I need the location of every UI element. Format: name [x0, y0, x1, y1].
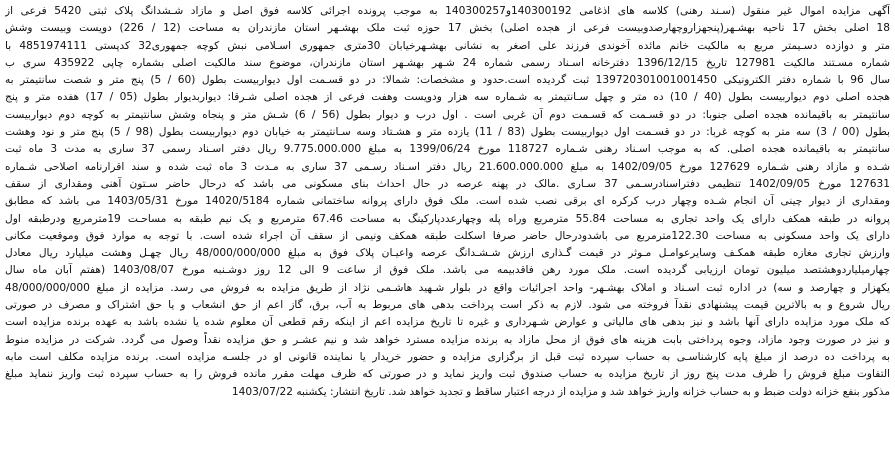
- notice-line-14: دارای یک واحد مسکونی به مساحت 122.30مترمربع می باشدودرحال حاضر صرفا اسکلت طبقه همکف ونیمی از سقف آن اجراء شده است. با توجه به موارد فوق وموقعیت مکانی: [5, 229, 890, 242]
- notice-line-18: ریال شروع و به بالاترین قیمت پیشنهادی نقدآ فروخته می شود. لازم به ذکر است پرداخت بدهی های مربوط به آب، برق، گاز اعم از حق انشعاب و یا حق اشتراک و مصرف در صورتی: [5, 299, 890, 312]
- notice-line-21: به پرداخت ده درصد از مبلغ پایه کارشناسـی به حساب سپرده ثبت قبل از برگزاری مزایده و حضور خریدار یا نماینده قانونی او در جلسـه مزایده است. برنده مزایده مکلف است مابه: [5, 350, 890, 363]
- notice-line-17: یکهزار و چهارصد و سه) در اداره ثبت اسـناد و املاک بهشـهر- واحد اجرائیات واقع در بلوار شـهید هاشـمی نژاد از طریق مزایده به فروش می رسد. مزایده از مبلغ 48/000/000/000: [5, 281, 890, 294]
- notice-line-20: و نیز در صورت وجود مازاد، وجوه پرداختی بابت هزینه های فوق از محل مازاد به برنده مزایده مسترد خواهد شد و نیم عشـر و حق مزایده نقداً وصول می گردد. شرکت در مزایده منوط: [5, 333, 890, 346]
- notice-line-4: شماره مسـتند مالکیت 127981 تاریخ 1396/12/15 دفترخانه اسـناد رسمی شماره 24 شـهر بهشـهر استان مازندران، موضوع سند مالکیت اصلی بشماره چاپی 435922 سری ب: [5, 56, 890, 69]
- notice-line-12: ومقداری از دیوار چینی آن انجام شـده وچهار درب کرکره ای برقی نصب شده است. ملک فوق دارای پروانه ساختمانی شماره 14020/5184 مورخ 1403/05/31 می باشد که مطابق: [5, 195, 890, 208]
- notice-line-2: 18 اصلی بخش 17 ناحیه بهشـهر(پنجهزاروچهارصدوبیست فرعی از هجده اصلی) بخش 17 حوزه ثبت ملک بهشـهر استان مازندران به مساحت (12 / 226) دویست وبیست وشش: [5, 22, 890, 35]
- notice-line-23: مذکور بنفع خزانه دولت ضبط و به حساب خزانه واریز خواهد شد و مزایده از درجه اعتبار ساقط و تجدید خواهد شد. تاریخ انتشار: یکشنبه 1403/07/22: [231, 385, 890, 398]
- notice-line-15: وارزش تجاری مغازه طبقه همکـف وسایرعوامـل مـوثر در قیمت گـذاری ارزش شـشـدانگ عرصه واعیـان پلاک فوق به مبلغ 48/000/000/000 ریال چهـل وهشت میلیارد ریال معادل: [5, 247, 890, 260]
- notice-line-9: سانتیمتر به باقیمانده هجده اصلی. که به موجب اسـناد رهنی شـماره 118727 مورخ 1399/06/24 به مبلغ 9.775.000.000 ریال دفتر اسـناد رسمی 37 ساری به مدت 3 ماه ثبت: [5, 143, 890, 156]
- notice-line-22: التفاوت مبلغ فروش را ظرف مدت پنج روز از تاریخ مزایده به حساب صندوق ثبت واریز نماید و در صورتی که ظرف مهلت مقرر مانده فروش را به حساب سپرده ثبت واریز ننماید مبلغ: [5, 368, 890, 381]
- notice-line-10: شـده و مازاد رهنی شـماره 127629 مورخ 1402/09/05 به مبلغ 21.600.000.000 ریال دفتر اسـناد رسـمی 37 ساری به مـدت 3 ماه ثبت شده و سند اقرارنامه اصلاحی شـماره: [5, 160, 890, 173]
- notice-line-13: پروانه در طبقه همکف دارای یک واحد تجاری به مساحت 55.84 مترمربع وراه پله وچهارعددپارکینگ به مساحت 67.46 مترمربع و یک نیم طبقه به مساحـت 19مترمربع ودرطبقه اول: [5, 212, 890, 225]
- notice-line-5: سال 96 با شماره دفتر الکترونیکی 139720301001001450 ثبت گردیده است.حدود و مشخصات: شمالا: در دو قسـمت اول دیواربیست بطول (60 / 5) پنج متر و شصت سانتیمتر به: [5, 74, 890, 87]
- notice-line-3: متر و دوازده دسـیمتر مربع به مالکیت خانم مائده آخوندی فرزند علی اصغر به نشانی بهشـهرخیابان 30متری جمهوری اسـلامی نبش کوچه جمهوری32 کدپستی 4851974111 با: [5, 39, 890, 52]
- notice-line-1: آگهی مزایده اموال غیر منقول (سـند رهنی) کلاسه های اذغامی 140300192و140300257 به موجب پرونده اجرائی کلاسه فوق اصل و مازاد شـشدانگ پلاک ثبتی 5420 فرعی از: [5, 5, 890, 17]
- notice-line-19: که ملک مورد مزایده دارای آنها باشد و نیز بدهی های مالیاتی و عوارض شـهرداری و غیره تا تاریخ مزایده اعم از اینکه رقم قطعی آن معلوم شده یا نشده باشد به عهده برنده مزایده است: [5, 316, 890, 329]
- notice-line-11: 127631 مورخ 1402/09/05 تنظیمی دفتراسنادرسـمی 37 سـاری .مالک در پهنه عرصه در حال احداث بنای مسکونی می باشد که درحال حاضر سـتون آهنی ومقداری از سقف: [5, 177, 890, 190]
- notice-line-6: هجده اصلی دوم دیواربیست بطول (40 / 10) ده متر و چهل سـانتیمتر به شـماره سه هزار ودویست وهفت فرعی از هجده اصلی شـرقا: دیواربدیوار بطول (05 / 17) هفده متر و پنج: [5, 91, 890, 104]
- notice-line-7: سانتیمتر به باقیمانده هجده اصلی جنوبا: در دو قسـمت که قسـمت دوم آن غربی است . اول درب و دیوار بطول (56 / 6) شـش متر و پنجاه وشش سانتیمتر به کوچه دوم دیواربیست: [5, 108, 890, 121]
- notice-line-16: چهارمیلیاردوهشتصد میلیون تومان ارزیابی گردیده است. ملک مورد رهن فاقدبیمه می باشد. ملک فوق از ساعت 9 الی 12 روز دوشـنبه مورخ 1403/08/07 (هفتم آبان ماه سال: [5, 264, 890, 277]
- auction-notice-document: [5, 0, 890, 471]
- notice-line-8: بطول (00 / 3) سه متر به کوچه غربا: در دو قسـمت اول دیواربیست بطول (83 / 11) یازده متر و هشـتاد وسه سـانتیمتر به خیابان دوم دیواربیست بطول (98 / 5) پنج متر و نود وهشت: [5, 126, 890, 139]
